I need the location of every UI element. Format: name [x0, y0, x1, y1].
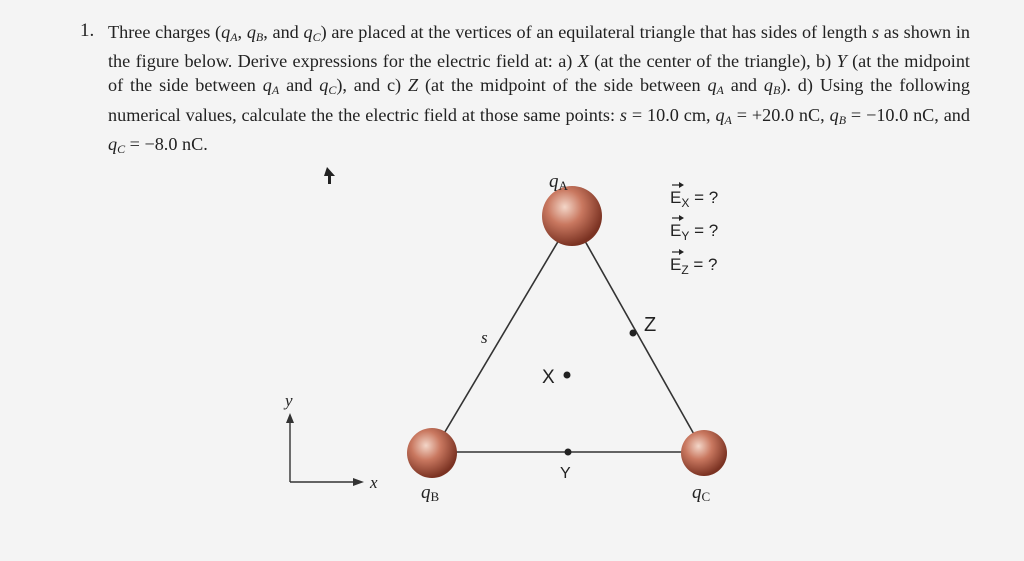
problem-number: 1.: [80, 20, 95, 41]
text-segment: Three charges (: [108, 22, 222, 42]
text-segment: (at the midpoint of the side between: [108, 51, 970, 96]
label-qb: qB: [421, 482, 440, 504]
point-x-dot: [564, 372, 571, 379]
charge-c-sphere: [681, 430, 727, 476]
axis-label-y: y: [285, 391, 293, 410]
math-variable: $q_A$: [221, 22, 238, 44]
point-z-dot: [630, 330, 637, 337]
math-variable: $q_A$: [262, 75, 280, 98]
svg-text:EY = ?: $E_Y$ = ?: [670, 221, 719, 243]
math-variable: $q_C$: [108, 133, 126, 156]
svg-text:EX = ?: $E_X$ = ?: [670, 188, 719, 210]
text-segment: ). d) Using the following numerical values, calculate the the electric field at those same points:: [108, 75, 970, 125]
side-ab: [433, 218, 572, 452]
math-variable: Y: [836, 51, 847, 72]
svg-text:EZ = ?: $E_Z$ = ?: [670, 255, 718, 277]
text-segment: , and: [263, 22, 304, 42]
field-ez-query: [670, 249, 718, 277]
label-point-y: Y: [560, 465, 571, 482]
text-segment: (at the center of the triangle), b): [588, 51, 837, 72]
math-variable: s: [619, 104, 627, 125]
axis-label-x: x: [370, 473, 378, 492]
math-variable: X: [577, 51, 589, 72]
x-axis-arrow-icon: [353, 478, 364, 486]
math-variable: s: [872, 22, 880, 42]
text-segment: ), and c): [336, 75, 408, 96]
text-segment: ,: [237, 22, 247, 42]
text-segment: and: [279, 75, 320, 96]
math-variable: $q_B$: [246, 22, 264, 44]
math-variable: $q_B$: [829, 104, 847, 127]
text-segment: = 10.0 cm,: [626, 104, 716, 125]
field-ex-query: [670, 182, 718, 210]
text-segment: = +20.0 nC,: [731, 104, 830, 125]
text-segment: ) are placed at the vertices of an equilateral triangle that has sides of length: [320, 22, 872, 42]
label-qc: qC: [692, 482, 711, 504]
field-ey-query: [670, 215, 718, 243]
math-variable: $q_C$: [303, 22, 321, 44]
math-variable: $q_C$: [319, 75, 337, 98]
math-variable: Z: [407, 75, 419, 96]
label-point-x: X: [542, 367, 555, 388]
label-point-z: Z: [644, 314, 657, 336]
label-qa: qA: [549, 171, 568, 193]
math-variable: $q_A$: [707, 75, 724, 98]
text-segment: as shown in the figure below. Derive expressions for the electric field at: a): [108, 22, 971, 72]
y-axis-arrow-icon: [286, 413, 294, 423]
text-segment: (at the midpoint of the side between: [418, 75, 708, 96]
math-variable: $q_A$: [715, 104, 732, 127]
text-segment: and: [723, 75, 764, 96]
label-side-s: s: [481, 328, 488, 347]
side-ac: [572, 218, 704, 452]
mouse-cursor-icon: [324, 167, 335, 184]
text-segment: = −10.0 nC, and: [846, 104, 970, 125]
math-variable: $q_B$: [763, 75, 781, 98]
point-y-dot: [565, 449, 572, 456]
charge-b-sphere: [407, 428, 457, 478]
charge-a-sphere: [542, 186, 602, 246]
text-segment: = −8.0 nC.: [125, 133, 208, 154]
